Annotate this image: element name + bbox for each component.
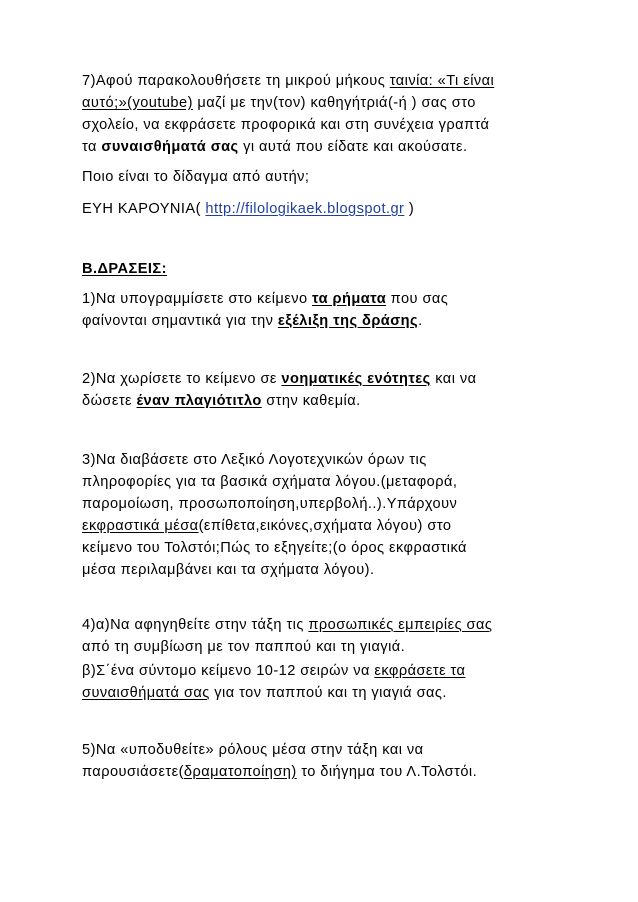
task-3-line-3: παρομοίωση, προσωποποίηση,υπερβολή..).Υπάρχουν	[82, 496, 458, 512]
task-4-line-4	[82, 682, 572, 704]
intro-line-1	[82, 70, 572, 92]
text: για τον παππού και τη γιαγιά σας.	[209, 685, 447, 701]
text: 1)Να υπογραμμίσετε στο κείμενο	[82, 291, 313, 307]
task-4a	[82, 614, 572, 658]
task-3-line-5: κείμενο του Τολστόι;Πώς το εξηγείτε;(ο όρος εκφραστικά	[82, 540, 467, 556]
author-name: ΕΥΗ ΚΑΡΟΥΝΙΑ(	[82, 201, 206, 217]
task-3-line-1: 3)Να διαβάσετε στο Λεξικό Λογοτεχνικών όρων τις	[82, 452, 427, 468]
text: β)Σ΄ένα σύντομο κείμενο 10-12 σειρών να	[82, 663, 375, 679]
task-1	[82, 288, 572, 332]
underlined-text: εκφραστικά μέσα	[82, 518, 199, 534]
intro-line-4	[82, 136, 572, 158]
underlined-text: συναισθήματά σας	[82, 685, 210, 701]
intro-paragraph	[82, 70, 572, 158]
underlined-text: προσωπικές εμπειρίες σας	[308, 617, 493, 633]
task-1-line-2	[82, 310, 572, 332]
bold-underlined-text: νοηματικές ενότητες	[281, 371, 431, 387]
task-5-line-2	[82, 761, 572, 783]
task-4-line-1	[82, 614, 572, 636]
intro-line-2	[82, 92, 572, 114]
section-title: Β.ΔΡΑΣΕΙΣ:	[82, 261, 167, 277]
text: μαζί με την(τον) καθηγήτριά(-ή ) σας στο	[192, 95, 476, 111]
underlined-text: εκφράσετε τα	[374, 663, 466, 679]
underlined-text: ταινία: «Τι είναι	[389, 73, 495, 89]
text: φαίνονται σημαντικά για την	[82, 313, 278, 329]
author-line	[82, 198, 572, 220]
text: 2)Να χωρίσετε το κείμενο σε	[82, 371, 282, 387]
text: δώσετε	[82, 393, 137, 409]
question-line: Ποιο είναι το δίδαγμα από αυτήν;	[82, 169, 310, 185]
text: 7)Αφού παρακολουθήσετε τη μικρού μήκους	[82, 73, 390, 89]
bold-underlined-text: τα ρήματα	[312, 291, 387, 307]
text: )	[404, 201, 415, 217]
task-3	[82, 449, 572, 581]
text: .	[418, 313, 423, 329]
task-4b	[82, 660, 572, 704]
task-5	[82, 739, 572, 783]
task-3-line-6: μέσα περιλαμβάνει και τα σχήματα λόγου).	[82, 562, 375, 578]
bold-underlined-text: εξέλιξη της δράσης	[277, 313, 419, 329]
text: παρουσιάσετε(	[82, 764, 184, 780]
bold-underlined-text: έναν πλαγιότιτλο	[136, 393, 262, 409]
task-4-line-2: από τη συμβίωση με τον παππού και τη γιαγιά.	[82, 639, 406, 655]
underlined-text: δραματοποίηση)	[183, 764, 297, 780]
task-4-line-3	[82, 660, 572, 682]
text: το διήγημα του Λ.Τολστόι.	[296, 764, 478, 780]
task-2-line-2	[82, 390, 572, 412]
task-2	[82, 368, 572, 412]
video-reference[interactable]: αυτό;»(youtube)	[82, 95, 193, 111]
task-1-line-1	[82, 288, 572, 310]
text: και να	[430, 371, 477, 387]
task-3-line-2: πληροφορίες για τα βασικά σχήματα λόγου.(μεταφορά,	[82, 474, 458, 490]
task-5-line-1: 5)Να «υποδυθείτε» ρόλους μέσα στην τάξη και να	[82, 742, 424, 758]
text: στην καθεμία.	[261, 393, 361, 409]
text: (επίθετα,εικόνες,σχήματα λόγου) στο	[198, 518, 452, 534]
intro-line-3: σχολείο, να εκφράσετε προφορικά και στη συνέχεια γραπτά	[82, 117, 490, 133]
task-2-line-1	[82, 368, 572, 390]
text: 4)α)Να αφηγηθείτε στην τάξη τις	[82, 617, 309, 633]
blog-link[interactable]: http://filologikaek.blogspot.gr	[205, 201, 405, 217]
text: γι αυτά που είδατε και ακούσατε.	[238, 139, 468, 155]
task-3-line-4	[82, 515, 572, 537]
text: τα	[82, 139, 102, 155]
bold-text: συναισθήματά σας	[101, 139, 239, 155]
text: που σας	[386, 291, 449, 307]
